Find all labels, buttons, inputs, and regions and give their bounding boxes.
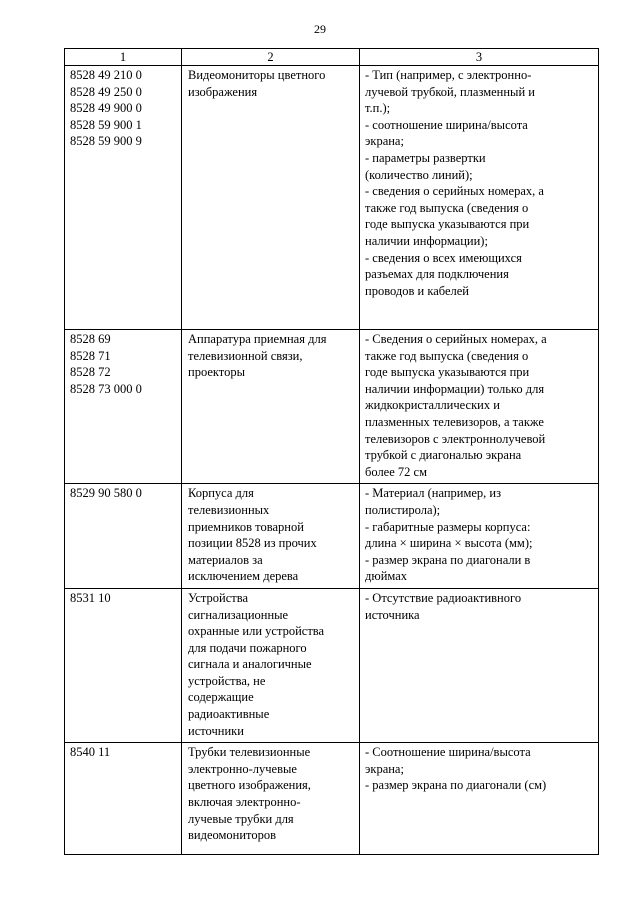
required-info-line: - Сведения о серийных номерах, а (365, 332, 547, 346)
table-body (65, 66, 599, 855)
goods-name-line: телевизионных (188, 502, 270, 517)
table-row (65, 743, 599, 855)
goods-name-line: изображения (188, 84, 258, 99)
required-info-cell (360, 66, 599, 330)
tnved-code-line: 8528 59 900 1 (70, 117, 142, 132)
required-info-line: проводов и кабелей (365, 283, 469, 298)
goods-name-line: включая электронно- (188, 795, 301, 810)
goods-name-cell (182, 588, 360, 742)
table-row (65, 66, 599, 330)
tnved-code-line: 8528 72 (70, 365, 111, 380)
goods-name-cell (182, 66, 360, 330)
column-header-1: 1 (65, 49, 182, 66)
goods-name-line: содержащие (188, 690, 254, 705)
required-info-line: экрана; (365, 134, 404, 149)
goods-name-line: Аппаратура приемная для (188, 332, 327, 346)
goods-name-line: позиции 8528 из прочих (188, 536, 317, 551)
goods-name-line: телевизионной связи, (188, 348, 303, 363)
tnved-code-line: 8528 73 000 0 (70, 381, 142, 396)
required-info-line: годе выпуска указываются при (365, 217, 530, 232)
goods-name-cell (182, 743, 360, 855)
goods-name-line: исключением дерева (188, 569, 299, 584)
required-info-line: наличии информации); (365, 233, 488, 248)
required-info-line: - Соотношение ширина/высота (365, 745, 531, 760)
tnved-code-line: 8540 11 (70, 745, 111, 760)
goods-name-line: источники (188, 723, 244, 738)
goods-name-line: для подачи пожарного (188, 640, 307, 655)
required-info-cell (360, 743, 599, 855)
tnved-code-line: 8528 49 900 0 (70, 101, 142, 116)
tnved-code-cell (65, 588, 182, 742)
required-info-line: также год выпуска (сведения о (365, 200, 529, 215)
goods-name-line: Трубки телевизионные (188, 745, 311, 760)
goods-name-line: Корпуса для (188, 486, 254, 501)
required-info-line: длина × ширина × высота (мм); (365, 536, 533, 551)
required-info-line: разъемах для подключения (365, 267, 509, 282)
required-info-line: - Материал (например, из (365, 486, 502, 501)
goods-name-line: электронно-лучевые (188, 761, 297, 776)
tnved-code-line: 8528 49 210 0 (70, 68, 142, 82)
required-info-cell (360, 588, 599, 742)
required-info-line: - сведения о серийных номерах, а (365, 184, 544, 199)
goods-name-line: Устройства (188, 590, 248, 605)
table-header-row (65, 49, 599, 66)
goods-name-line: Видеомониторы цветного (188, 68, 326, 82)
required-info-line: - сведения о всех имеющихся (365, 250, 522, 265)
goods-name-line: сигнала и аналогичные (188, 657, 312, 672)
required-info-line: - параметры развертки (365, 150, 486, 165)
goods-name-line: охранные или устройства (188, 624, 325, 639)
required-info-line: более 72 см (365, 464, 427, 479)
goods-name-line: радиоактивные (188, 707, 270, 722)
required-info-line: - размер экрана по диагонали в (365, 552, 531, 567)
required-info-line: источника (365, 607, 420, 622)
goods-name-line: лучевые трубки для (188, 811, 294, 826)
required-info-line: жидкокристаллических и (365, 398, 500, 413)
required-info-line: (количество линий); (365, 167, 473, 182)
goods-name-cell (182, 484, 360, 589)
required-info-line: наличии информации) только для (365, 381, 545, 396)
table-row (65, 330, 599, 484)
goods-name-line: приемников товарной (188, 519, 304, 534)
column-header-2: 2 (182, 49, 360, 66)
tnved-code-line: 8528 71 (70, 348, 111, 363)
customs-codes-table (64, 48, 599, 855)
tnved-code-line: 8528 59 900 9 (70, 134, 142, 149)
goods-name-line: проекторы (188, 365, 245, 380)
required-info-line: т.п.); (365, 101, 391, 116)
required-info-line: - габаритные размеры корпуса: (365, 519, 531, 534)
required-info-line: годе выпуска указываются при (365, 365, 530, 380)
required-info-cell (360, 484, 599, 589)
goods-name-line: видеомониторов (188, 828, 277, 843)
required-info-line: плазменных телевизоров, а также (365, 414, 544, 429)
tnved-code-cell (65, 330, 182, 484)
required-info-line: также год выпуска (сведения о (365, 348, 529, 363)
page-number: 29 (314, 22, 326, 36)
tnved-code-cell (65, 66, 182, 330)
tnved-code-cell (65, 484, 182, 589)
table-row (65, 588, 599, 742)
tnved-code-line: 8529 90 580 0 (70, 486, 142, 501)
required-info-line: телевизоров с электроннолучевой (365, 431, 546, 446)
goods-name-line: сигнализационные (188, 607, 289, 622)
required-info-line: - соотношение ширина/высота (365, 117, 528, 132)
goods-name-line: материалов за (188, 552, 263, 567)
goods-name-cell (182, 330, 360, 484)
required-info-line: полистирола); (365, 502, 441, 517)
required-info-line: - размер экрана по диагонали (см) (365, 778, 547, 793)
required-info-line: дюймах (365, 569, 408, 584)
tnved-code-line: 8528 69 (70, 332, 111, 346)
column-header-3: 3 (360, 49, 599, 66)
required-info-line: лучевой трубкой, плазменный и (365, 84, 535, 99)
goods-name-line: устройства, не (188, 673, 266, 688)
tnved-code-line: 8528 49 250 0 (70, 84, 142, 99)
tnved-code-cell (65, 743, 182, 855)
tnved-code-line: 8531 10 (70, 590, 111, 605)
required-info-cell (360, 330, 599, 484)
required-info-line: трубкой с диагональю экрана (365, 448, 522, 463)
required-info-line: - Отсутствие радиоактивного (365, 590, 522, 605)
goods-name-line: цветного изображения, (188, 778, 311, 793)
required-info-line: экрана; (365, 761, 404, 776)
required-info-line: - Тип (например, с электронно- (365, 68, 532, 82)
table-row (65, 484, 599, 589)
